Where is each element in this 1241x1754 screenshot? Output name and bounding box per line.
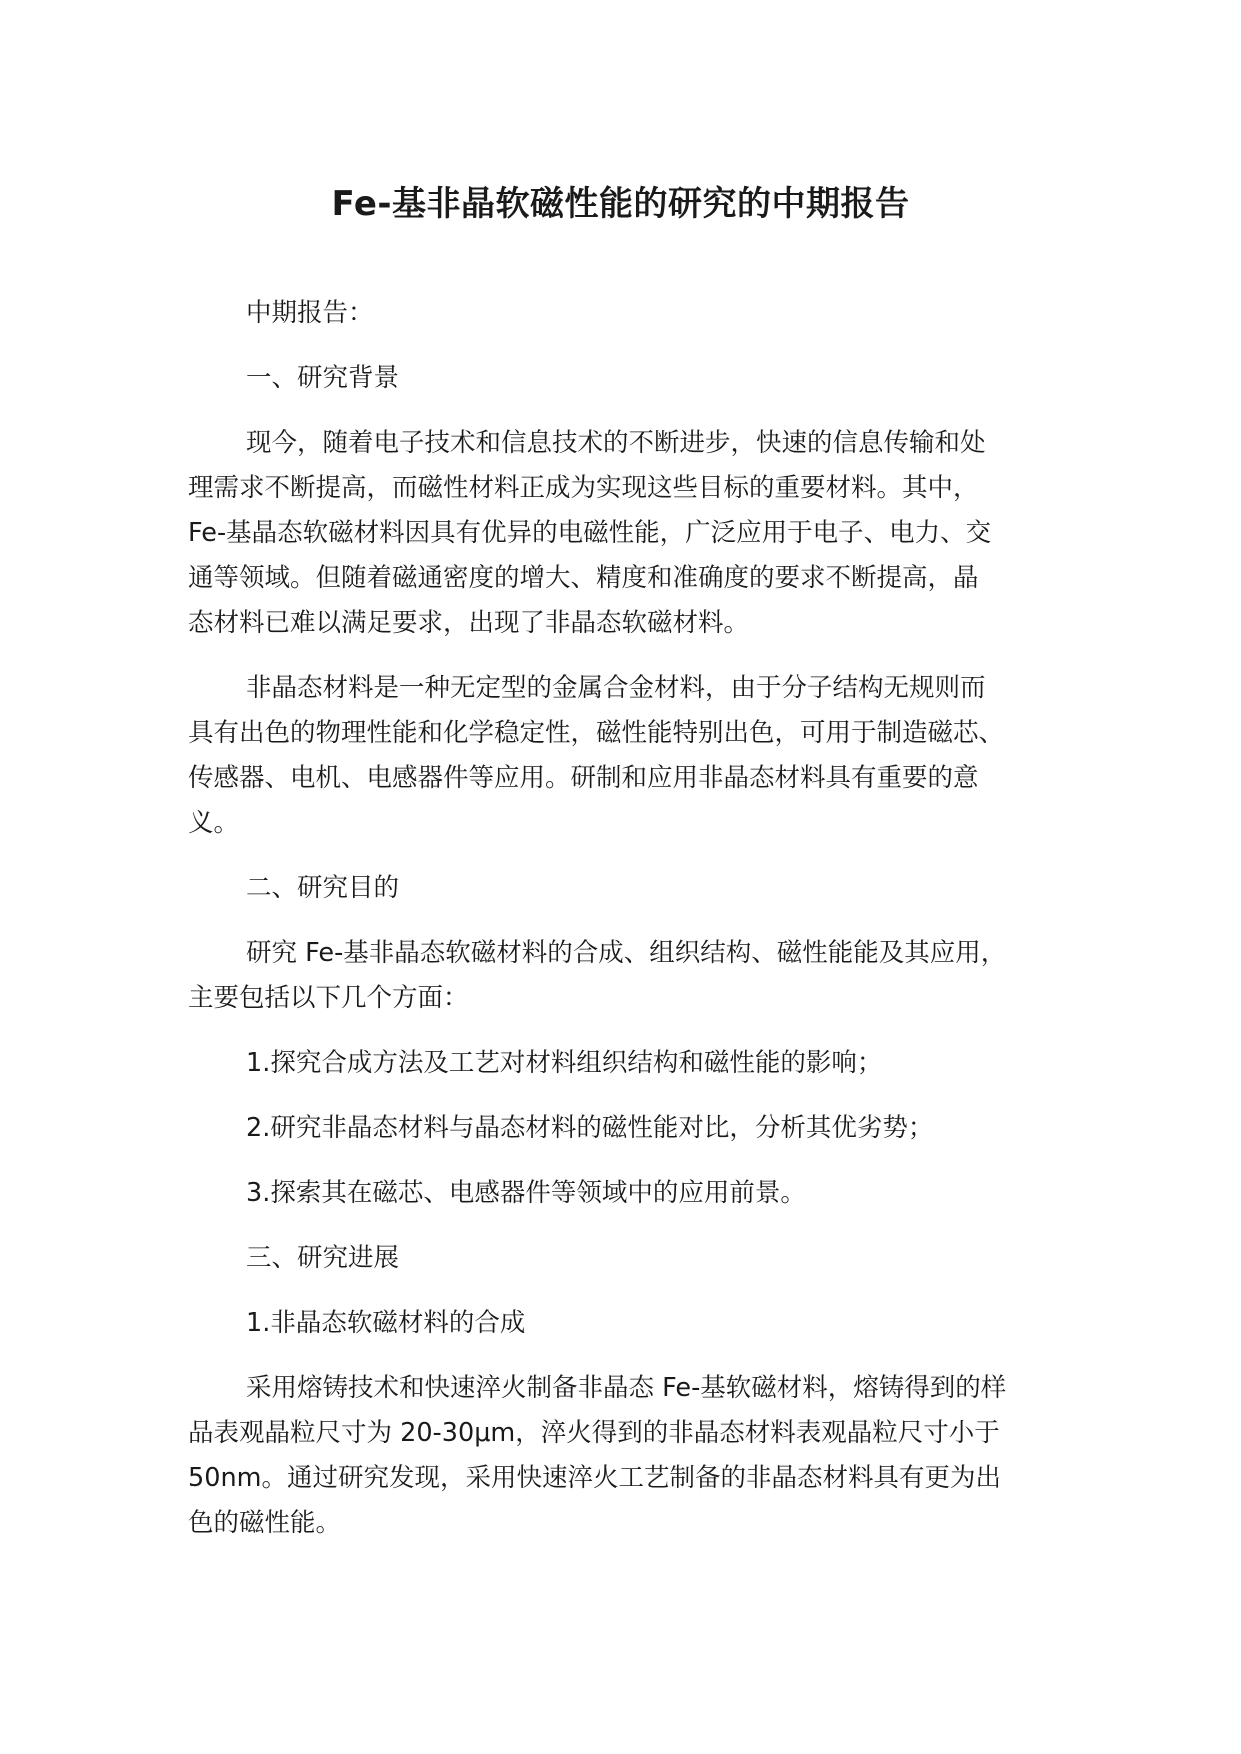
paragraph-intro-label [188, 291, 1068, 336]
text-line: Fe-基晶态软磁材料因具有优异的电磁性能，广泛应用于电子、电力、交 [188, 518, 992, 548]
text-line: 研究 Fe-基非晶态软磁材料的合成、组织结构、磁性能能及其应用， [246, 938, 1007, 968]
text-line: 品表观晶粒尺寸为 20-30μm，淬火得到的非晶态材料表观晶粒尺寸小于 [188, 1418, 1000, 1448]
text-line: 2.研究非晶态材料与晶态材料的磁性能对比，分析其优劣势； [246, 1113, 934, 1143]
text-line: 理需求不断提高，而磁性材料正成为实现这些目标的重要材料。其中， [188, 473, 979, 503]
text-line: 3.探索其在磁芯、电感器件等领域中的应用前景。 [246, 1178, 806, 1208]
paragraph-amorphous-intro [188, 666, 1068, 846]
paragraph-background [188, 421, 1068, 646]
text-line: 非晶态材料是一种无定型的金属合金材料，由于分子结构无规则而 [246, 673, 986, 703]
text-line: 采用熔铸技术和快速淬火制备非晶态 Fe-基软磁材料，熔铸得到的样 [246, 1373, 1007, 1403]
section-heading-background [188, 356, 1068, 401]
text-line: 传感器、电机、电感器件等应用。研制和应用非晶态材料具有重要的意 [188, 763, 979, 793]
subsection-heading-synthesis [188, 1301, 1068, 1346]
text-line: 三、研究进展 [246, 1243, 400, 1273]
list-item-2 [188, 1106, 1068, 1151]
document-title: Fe-基非晶软磁性能的研究的中期报告 [331, 184, 910, 224]
section-heading-progress [188, 1236, 1068, 1281]
text-line: 一、研究背景 [246, 363, 400, 393]
text-line: 现今，随着电子技术和信息技术的不断进步，快速的信息传输和处 [246, 428, 986, 458]
document-body [188, 291, 1068, 1566]
text-line: 态材料已难以满足要求，出现了非晶态软磁材料。 [188, 608, 750, 638]
text-line: 1.非晶态软磁材料的合成 [246, 1308, 526, 1338]
text-line: 义。 [188, 808, 240, 838]
text-line: 二、研究目的 [246, 873, 400, 903]
text-line: 通等领域。但随着磁通密度的增大、精度和准确度的要求不断提高，晶 [188, 563, 979, 593]
section-heading-purpose [188, 866, 1068, 911]
text-line: 具有出色的物理性能和化学稳定性，磁性能特别出色，可用于制造磁芯、 [188, 718, 1005, 748]
text-line: 主要包括以下几个方面： [188, 983, 469, 1013]
text-line: 色的磁性能。 [188, 1508, 342, 1538]
text-line: 50nm。通过研究发现，采用快速淬火工艺制备的非晶态材料具有更为出 [188, 1463, 1001, 1493]
list-item-1 [188, 1041, 1068, 1086]
text-line: 1.探究合成方法及工艺对材料组织结构和磁性能的影响； [246, 1048, 883, 1078]
text-line: 中期报告： [246, 298, 374, 328]
paragraph-synthesis [188, 1366, 1068, 1546]
list-item-3 [188, 1171, 1068, 1216]
paragraph-purpose [188, 931, 1068, 1021]
